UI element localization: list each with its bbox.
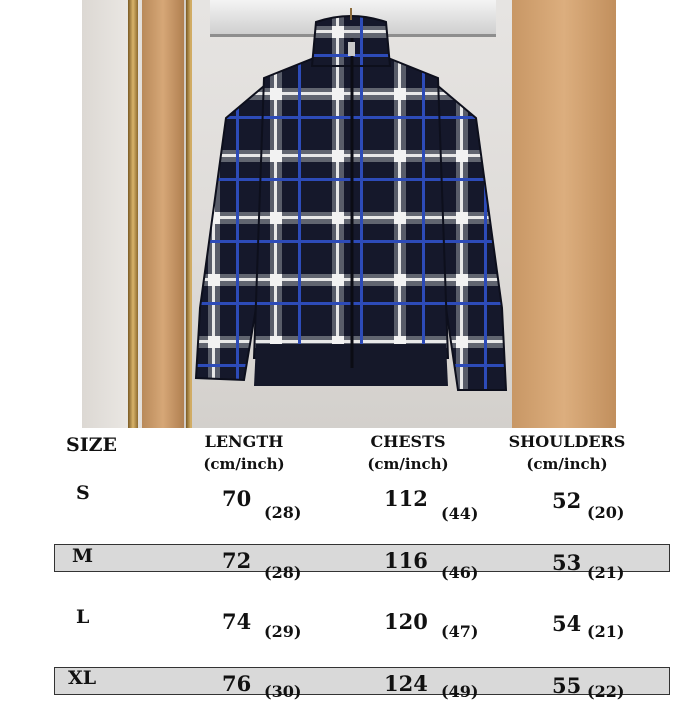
row-size-label: S — [76, 482, 90, 504]
plaid-jacket-image — [186, 8, 516, 400]
header-chests: CHESTS — [370, 432, 446, 451]
header-chests-unit: (cm/inch) — [367, 455, 449, 473]
photo-wood-panel-left — [142, 0, 184, 428]
row-shoulder-cm: 54 — [552, 611, 582, 636]
row-shoulder-inch: (21) — [587, 622, 625, 641]
row-chest-cm: 124 — [384, 671, 428, 696]
row-size-label: XL — [68, 667, 97, 689]
product-photo — [82, 0, 616, 428]
row-shoulder-inch: (20) — [587, 503, 625, 522]
header-length: LENGTH — [204, 432, 284, 451]
row-chest-inch: (46) — [441, 563, 479, 582]
row-shoulder-cm: 52 — [552, 488, 582, 513]
row-chest-cm: 120 — [384, 609, 428, 634]
photo-gold-trim — [128, 0, 138, 428]
header-size: SIZE — [66, 434, 117, 456]
row-size-label: M — [72, 545, 94, 567]
row-length-cm: 72 — [222, 548, 252, 573]
row-shoulder-cm: 55 — [552, 673, 582, 698]
row-length-cm: 76 — [222, 671, 252, 696]
row-shoulder-inch: (21) — [587, 563, 625, 582]
row-chest-inch: (47) — [441, 622, 479, 641]
row-chest-cm: 112 — [384, 486, 428, 511]
row-shoulder-cm: 53 — [552, 550, 582, 575]
header-shoulders: SHOULDERS — [508, 432, 626, 451]
row-length-cm: 74 — [222, 609, 252, 634]
row-length-inch: (29) — [264, 622, 302, 641]
row-length-inch: (30) — [264, 682, 302, 701]
row-length-cm: 70 — [222, 486, 252, 511]
photo-wood-panel-right — [512, 0, 616, 428]
row-length-inch: (28) — [264, 503, 302, 522]
row-size-label: L — [76, 606, 90, 628]
header-length-unit: (cm/inch) — [203, 455, 285, 473]
row-shoulder-inch: (22) — [587, 682, 625, 701]
row-chest-inch: (49) — [441, 682, 479, 701]
row-chest-inch: (44) — [441, 504, 479, 523]
row-length-inch: (28) — [264, 563, 302, 582]
row-chest-cm: 116 — [384, 548, 428, 573]
header-shoulders-unit: (cm/inch) — [526, 455, 608, 473]
